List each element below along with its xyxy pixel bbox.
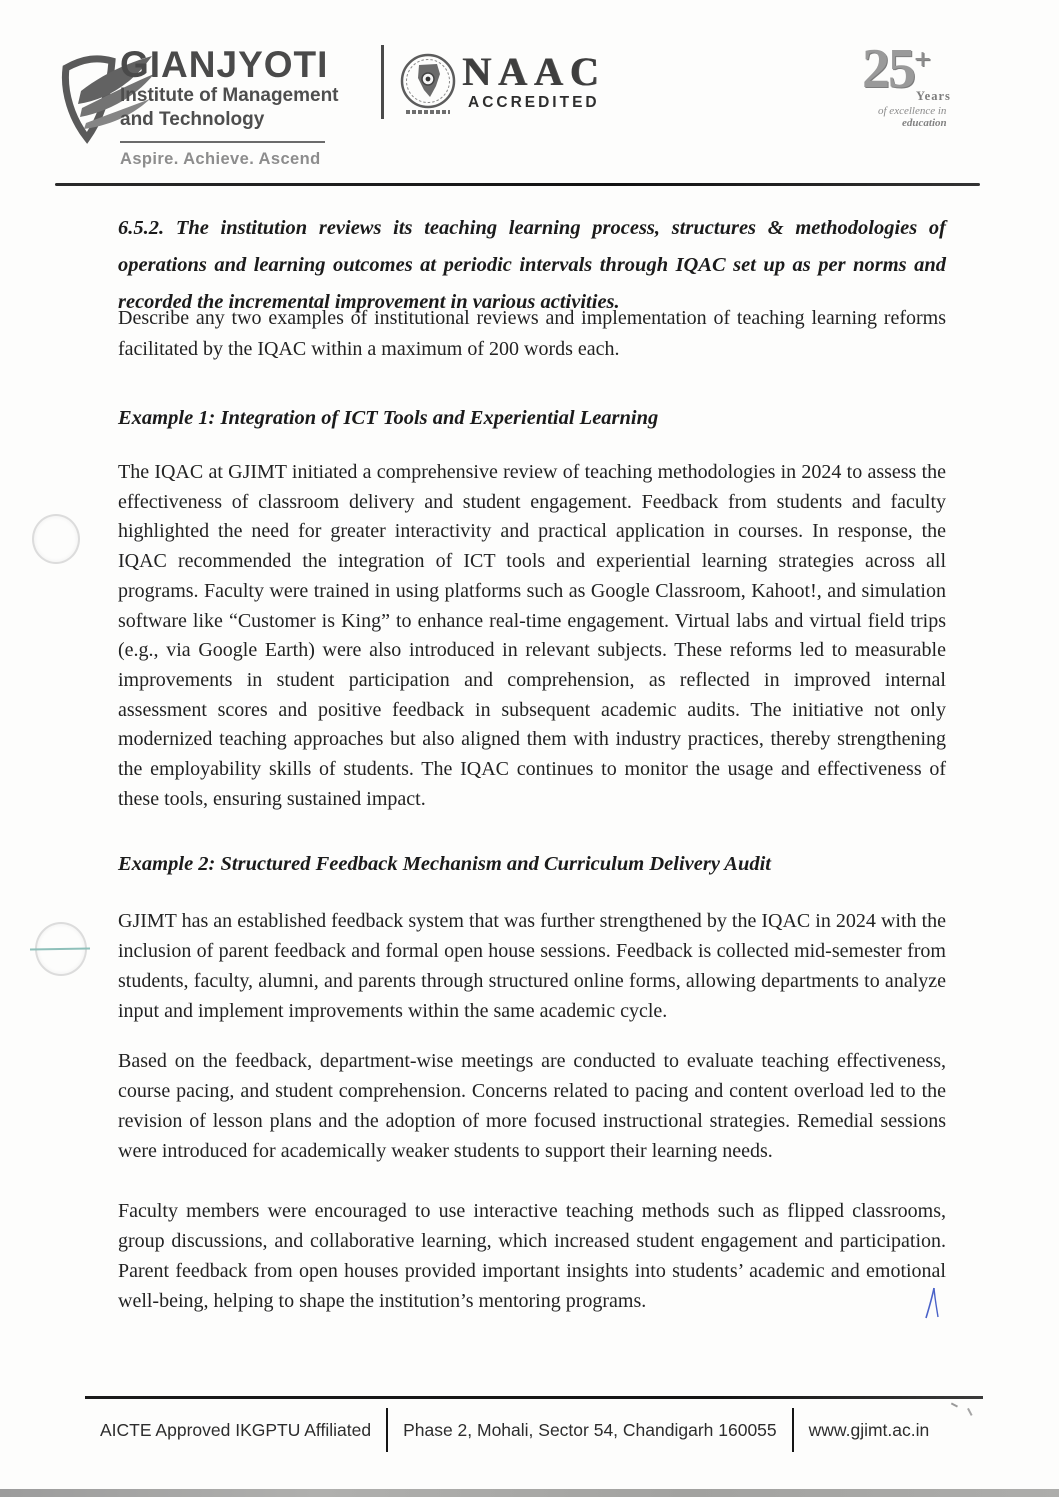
scan-edge-strip — [0, 1489, 1059, 1497]
header-rule — [55, 183, 980, 186]
question-heading: 6.5.2. The institution reviews its teaching learning process, structures & methodologies of operations and learning outcomes at periodic intervals through IQAC set up as per norms and recorded the incremental improvement in various activities. — [118, 217, 946, 313]
years-value: 25 — [862, 38, 914, 100]
example2-paragraph-3: Faculty members were encouraged to use interactive teaching methods such as flipped classrooms, group discussions, and collaborative learning, which increased student engagement and participation. Parent feedback from open houses provided important insights into students’ academic and emotional well-being, helping to shape the institution’s mentoring programs. — [118, 1200, 946, 1312]
institute-subtitle-1: Institute of Management — [120, 85, 339, 106]
years-plus: + — [914, 43, 932, 76]
footer-separator — [792, 1408, 794, 1452]
years-tagline-1: of excellence in — [878, 105, 947, 117]
years-badge — [862, 34, 1002, 129]
scan-speck-artifact — [967, 1408, 972, 1416]
naac-accredited-label: ACCREDITED — [468, 94, 600, 111]
institute-name: GIANJYOTI — [120, 44, 329, 85]
example1-heading: Example 1: Integration of ICT Tools and Experiential Learning — [118, 407, 659, 429]
footer-address: Phase 2, Mohali, Sector 54, Chandigarh 160055 — [403, 1419, 777, 1440]
punch-hole-artifact — [32, 514, 80, 564]
example2-paragraph-1: GJIMT has an established feedback system that was further strengthened by the IQAC in 2024 with the inclusion of parent feedback and formal open house sessions. Feedback is collected mid-semester from students, faculty, alumni, and parents through structured online forms, allowing departments to analyze input and implement improvements within the same academic cycle. — [118, 910, 946, 1022]
brand-underline — [120, 141, 325, 143]
footer-website: www.gjimt.ac.in — [808, 1419, 930, 1440]
naac-wordmark: NAAC — [462, 49, 606, 94]
example2-paragraph-2: Based on the feedback, department-wise meetings are conducted to evaluate teaching effectiveness, course pacing, and student comprehension. Concerns related to pacing and content overload led to the revision of lesson plans and the adoption of more focused instructional strategies. Remedial sessions were introduced for academically weaker students to support their learning needs. — [118, 1050, 946, 1162]
footer-separator — [386, 1408, 388, 1452]
institute-tagline: Aspire. Achieve. Ascend — [120, 150, 321, 168]
example1-paragraph: The IQAC at GJIMT initiated a comprehensive review of teaching methodologies in 2024 to assess the effectiveness of classroom delivery and student engagement. Feedback from students and faculty highlighted the need for greater interactivity and practical application in courses. In response, the IQAC recommended the integration of ICT tools and experiential learning strategies across all programs. Faculty were trained in using platforms such as Google Classroom, Kahoot!, and simulation software like “Customer is King” to enhance real-time engagement. Virtual labs and virtual field trips (e.g., via Google Earth) were also introduced in relevant subjects. These reforms led to measurable improvements in student participation and comprehension, as reflected in improved internal assessment scores and positive feedback in subsequent academic audits. The initiative not only modernized teaching approaches but also aligned them with industry practices, thereby strengthening the employability skills of students. The IQAC continues to monitor the usage and effectiveness of these tools, ensuring sustained impact. — [118, 461, 946, 810]
footer-approval: AICTE Approved IKGPTU Affiliated — [100, 1419, 372, 1440]
years-tagline-2: education — [902, 117, 947, 129]
pen-mark-artifact — [925, 1286, 941, 1320]
naac-emblem-icon — [398, 52, 458, 120]
scan-speck-artifact — [951, 1402, 958, 1407]
institute-name-block — [120, 46, 339, 169]
example2-heading: Example 2: Structured Feedback Mechanism and Curriculum Delivery Audit — [118, 853, 771, 875]
footer — [100, 1404, 929, 1456]
footer-rule — [85, 1396, 983, 1399]
logo-divider — [381, 45, 384, 119]
years-word: Years — [916, 89, 951, 103]
institute-subtitle-2: and Technology — [120, 109, 265, 130]
question-instruction: Describe any two examples of institutional reviews and implementation of teaching learning reforms facilitated by the IQAC within a maximum of 200 words each. — [118, 307, 946, 360]
